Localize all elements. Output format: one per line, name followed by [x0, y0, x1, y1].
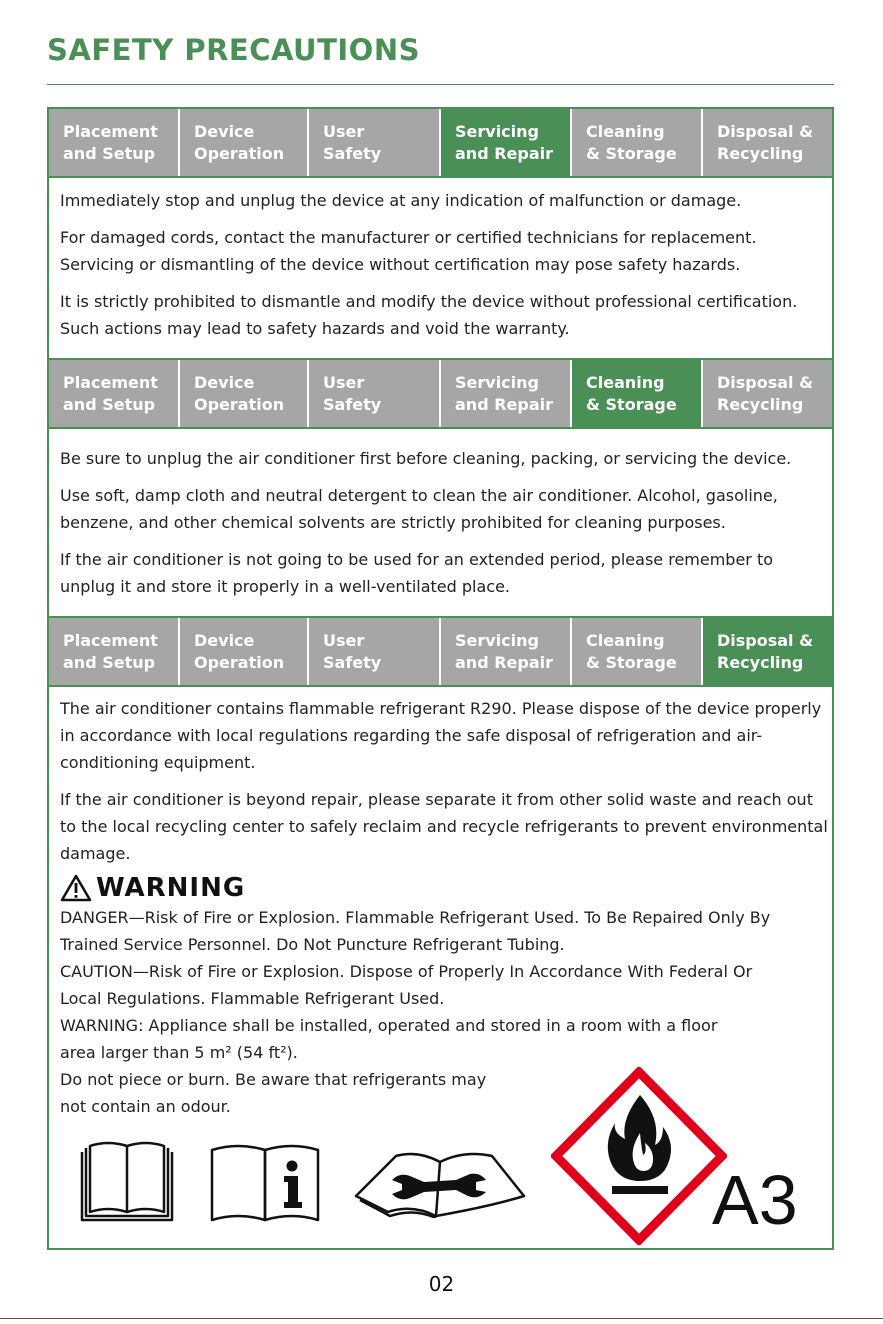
- warning-title: WARNING: [96, 873, 246, 903]
- bottom-divider: [0, 1318, 883, 1319]
- tab-label-line1: Device: [194, 373, 255, 392]
- paragraph: Immediately stop and unplug the device at any indication of malfunction or damage.: [60, 191, 742, 210]
- tab-underline: [49, 685, 832, 687]
- tab-user-safety[interactable]: [309, 360, 441, 428]
- tab-label-line1: Placement: [63, 122, 158, 141]
- paragraph: Be sure to unplug the air conditioner first before cleaning, packing, or servicing the device.: [60, 449, 792, 468]
- tab-label-line2: Safety: [323, 653, 382, 672]
- tab-label-line1: Disposal &: [717, 373, 814, 392]
- tab-cleaning-storage[interactable]: [572, 618, 703, 686]
- warning-line: not contain an odour.: [60, 1097, 231, 1116]
- tab-servicing-repair[interactable]: [441, 360, 572, 428]
- tab-label-line2: and Repair: [455, 395, 554, 414]
- tab-bar-cleaning: [49, 360, 832, 428]
- tab-label-line1: Servicing: [455, 373, 539, 392]
- tab-bar-disposal: [49, 618, 832, 686]
- paragraph: If the air conditioner is beyond repair, please separate it from other solid waste and reach out to the local recycling center to safely reclaim and recycle refrigerants to prevent environmental damage.: [60, 790, 828, 863]
- tab-label-line2: and Repair: [455, 144, 554, 163]
- tab-label-line1: Device: [194, 122, 255, 141]
- tab-placement-setup[interactable]: [49, 618, 180, 686]
- tab-device-operation[interactable]: [180, 360, 309, 428]
- tab-user-safety[interactable]: [309, 618, 441, 686]
- warning-line: DANGER—Risk of Fire or Explosion. Flammable Refrigerant Used. To Be Repaired Only By: [60, 908, 771, 927]
- tab-label-line2: and Setup: [63, 653, 156, 672]
- warning-line: Local Regulations. Flammable Refrigerant Used.: [60, 989, 445, 1008]
- page-title: SAFETY PRECAUTIONS: [47, 33, 420, 67]
- tab-label-line2: Operation: [194, 395, 285, 414]
- tab-placement-setup[interactable]: [49, 360, 180, 428]
- warning-triangle-icon: [60, 874, 92, 902]
- warning-line: Trained Service Personnel. Do Not Puncture Refrigerant Tubing.: [60, 935, 565, 954]
- section-disposal-recycling: [60, 695, 828, 877]
- paragraph: Use soft, damp cloth and neutral detergent to clean the air conditioner. Alcohol, gasoline, benzene, and other chemical solvents are strictly prohibited for cleaning purposes.: [60, 486, 778, 532]
- warning-line: Do not piece or burn. Be aware that refrigerants may: [60, 1070, 487, 1089]
- tab-label-line2: Operation: [194, 653, 285, 672]
- tab-cleaning-storage[interactable]: [572, 360, 703, 428]
- tab-label-line1: Disposal &: [717, 631, 814, 650]
- tab-servicing-repair[interactable]: [441, 618, 572, 686]
- page-number: 02: [428, 1272, 455, 1296]
- tab-disposal-recycling[interactable]: [703, 109, 832, 177]
- tab-cleaning-storage[interactable]: [572, 109, 703, 177]
- warning-heading: [60, 873, 245, 903]
- warning-line: WARNING: Appliance shall be installed, operated and stored in a room with a floor: [60, 1016, 718, 1035]
- tab-user-safety[interactable]: [309, 109, 441, 177]
- tab-label-line2: Safety: [323, 144, 382, 163]
- tab-bar-servicing: [49, 109, 832, 177]
- section-cleaning-storage: [60, 445, 828, 610]
- paragraph: It is strictly prohibited to dismantle and modify the device without professional certification. Such actions may lead to safety hazards and void the warranty.: [60, 292, 798, 338]
- tab-label-line2: & Storage: [586, 653, 677, 672]
- title-divider: [47, 84, 834, 85]
- tab-label-line2: Operation: [194, 144, 285, 163]
- manual-book-icon: [78, 1140, 176, 1224]
- refrigerant-class-label: A3: [712, 1161, 798, 1239]
- tab-label-line2: Recycling: [717, 144, 804, 163]
- tab-label-line1: Cleaning: [586, 373, 665, 392]
- tab-label-line1: Servicing: [455, 122, 539, 141]
- tab-label-line2: and Setup: [63, 144, 156, 163]
- tab-label-line1: User: [323, 373, 365, 392]
- tab-device-operation[interactable]: [180, 109, 309, 177]
- tab-servicing-repair[interactable]: [441, 109, 572, 177]
- paragraph: If the air conditioner is not going to be used for an extended period, please remember to unplug it and store it properly in a well-ventilated place.: [60, 550, 774, 596]
- tab-label-line1: Cleaning: [586, 122, 665, 141]
- tab-underline: [49, 427, 832, 429]
- tab-label-line2: and Setup: [63, 395, 156, 414]
- tab-label-line1: Placement: [63, 631, 158, 650]
- tab-label-line1: User: [323, 122, 365, 141]
- tab-disposal-recycling[interactable]: [703, 360, 832, 428]
- tab-label-line1: User: [323, 631, 365, 650]
- tab-label-line2: & Storage: [586, 395, 677, 414]
- tab-label-line2: & Storage: [586, 144, 677, 163]
- tab-label-line2: Recycling: [717, 395, 804, 414]
- tab-label-line1: Placement: [63, 373, 158, 392]
- warning-line: CAUTION—Risk of Fire or Explosion. Dispose of Properly In Accordance With Federal Or: [60, 962, 753, 981]
- paragraph: The air conditioner contains flammable refrigerant R290. Please dispose of the device properly in accordance with local regulations regarding the safe disposal of refrigeration and air-conditioning equipment.: [60, 699, 822, 772]
- paragraph: For damaged cords, contact the manufacturer or certified technicians for replacement. Servicing or dismantling of the device without certification may pose safety hazards.: [60, 228, 757, 274]
- tab-label-line2: and Repair: [455, 653, 554, 672]
- tab-placement-setup[interactable]: [49, 109, 180, 177]
- tab-label-line1: Disposal &: [717, 122, 814, 141]
- tab-label-line2: Recycling: [717, 653, 804, 672]
- tab-underline: [49, 176, 832, 178]
- information-manual-icon: [208, 1142, 322, 1222]
- tab-label-line1: Device: [194, 631, 255, 650]
- tab-disposal-recycling[interactable]: [703, 618, 832, 686]
- tab-label-line1: Cleaning: [586, 631, 665, 650]
- section-servicing-repair: [60, 187, 828, 352]
- tab-label-line2: Safety: [323, 395, 382, 414]
- flammable-hazard-icon: [551, 1067, 727, 1245]
- warning-line: area larger than 5 m² (54 ft²).: [60, 1043, 298, 1062]
- tab-device-operation[interactable]: [180, 618, 309, 686]
- service-manual-icon: [352, 1146, 528, 1218]
- tab-label-line1: Servicing: [455, 631, 539, 650]
